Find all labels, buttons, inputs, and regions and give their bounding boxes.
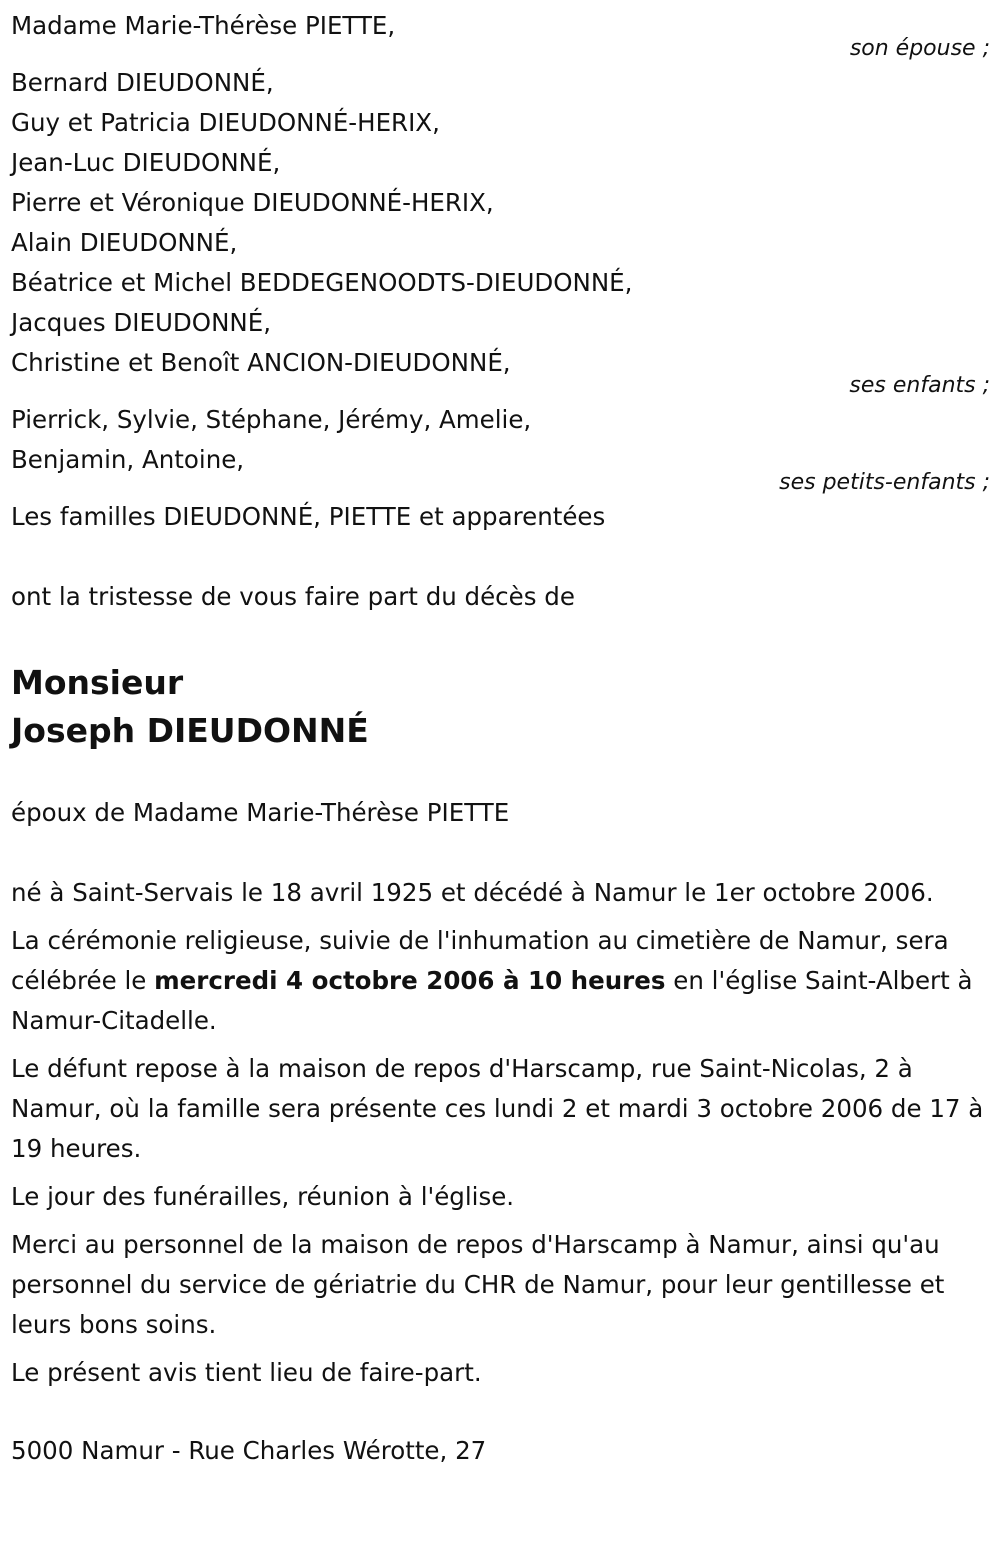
child-name: Pierre et Véronique DIEUDONNÉ-HERIX, <box>11 188 494 217</box>
notice-paragraph: Le présent avis tient lieu de faire-part. <box>11 1358 482 1387</box>
child-name: Béatrice et Michel BEDDEGENOODTS-DIEUDONNÉ, <box>11 268 633 297</box>
children-block <box>11 63 993 398</box>
grandchildren-relation: ses petits-enfants ; <box>779 470 990 495</box>
child-name: Jean-Luc DIEUDONNÉ, <box>11 148 281 177</box>
deceased-name: Joseph DIEUDONNÉ <box>11 711 369 750</box>
grandchildren-block <box>11 400 993 495</box>
child-name: Alain DIEUDONNÉ, <box>11 228 238 257</box>
children-relation: ses enfants ; <box>849 373 990 398</box>
obituary-notice <box>11 6 993 1471</box>
address-line: 5000 Namur - Rue Charles Wérotte, 27 <box>11 1436 487 1465</box>
deceased-title: Monsieur <box>11 663 184 702</box>
funeral-day-paragraph: Le jour des funérailles, réunion à l'église. <box>11 1182 515 1211</box>
ceremony-paragraph <box>11 921 993 1041</box>
spouse-relation: son épouse ; <box>849 36 990 61</box>
grandchild-names: Benjamin, Antoine, <box>11 445 245 474</box>
spouse-block <box>11 6 993 61</box>
announcement-line: ont la tristesse de vous faire part du décès de <box>11 582 575 611</box>
spouse-of-line: époux de Madame Marie-Thérèse PIETTE <box>11 798 510 827</box>
families-line: Les familles DIEUDONNÉ, PIETTE et apparentées <box>11 502 606 531</box>
thanks-paragraph: Merci au personnel de la maison de repos d'Harscamp à Namur, ainsi qu'au personnel du service de gériatrie du CHR de Namur, pour leur gentillesse et leurs bons soins. <box>11 1230 945 1339</box>
grandchild-names: Pierrick, Sylvie, Stéphane, Jérémy, Amelie, <box>11 405 532 434</box>
ceremony-date-time: mercredi 4 octobre 2006 à 10 heures <box>154 966 666 995</box>
child-name: Jacques DIEUDONNÉ, <box>11 308 271 337</box>
child-name: Christine et Benoît ANCION-DIEUDONNÉ, <box>11 348 511 377</box>
child-name: Guy et Patricia DIEUDONNÉ-HERIX, <box>11 108 440 137</box>
spouse-name: Madame Marie-Thérèse PIETTE, <box>11 11 396 40</box>
ceremony-text-after: en l'église Saint-Albert à Namur-Citadelle. <box>11 966 973 1035</box>
birth-death-paragraph: né à Saint-Servais le 18 avril 1925 et décédé à Namur le 1er octobre 2006. <box>11 878 934 907</box>
deceased-heading <box>11 659 993 755</box>
child-name: Bernard DIEUDONNÉ, <box>11 68 274 97</box>
rest-place-paragraph: Le défunt repose à la maison de repos d'Harscamp, rue Saint-Nicolas, 2 à Namur, où la famille sera présente ces lundi 2 et mardi 3 octobre 2006 de 17 à 19 heures. <box>11 1054 984 1163</box>
ceremony-text-before: La cérémonie religieuse, suivie de l'inhumation au cimetière de Namur, sera célébrée le <box>11 926 949 995</box>
